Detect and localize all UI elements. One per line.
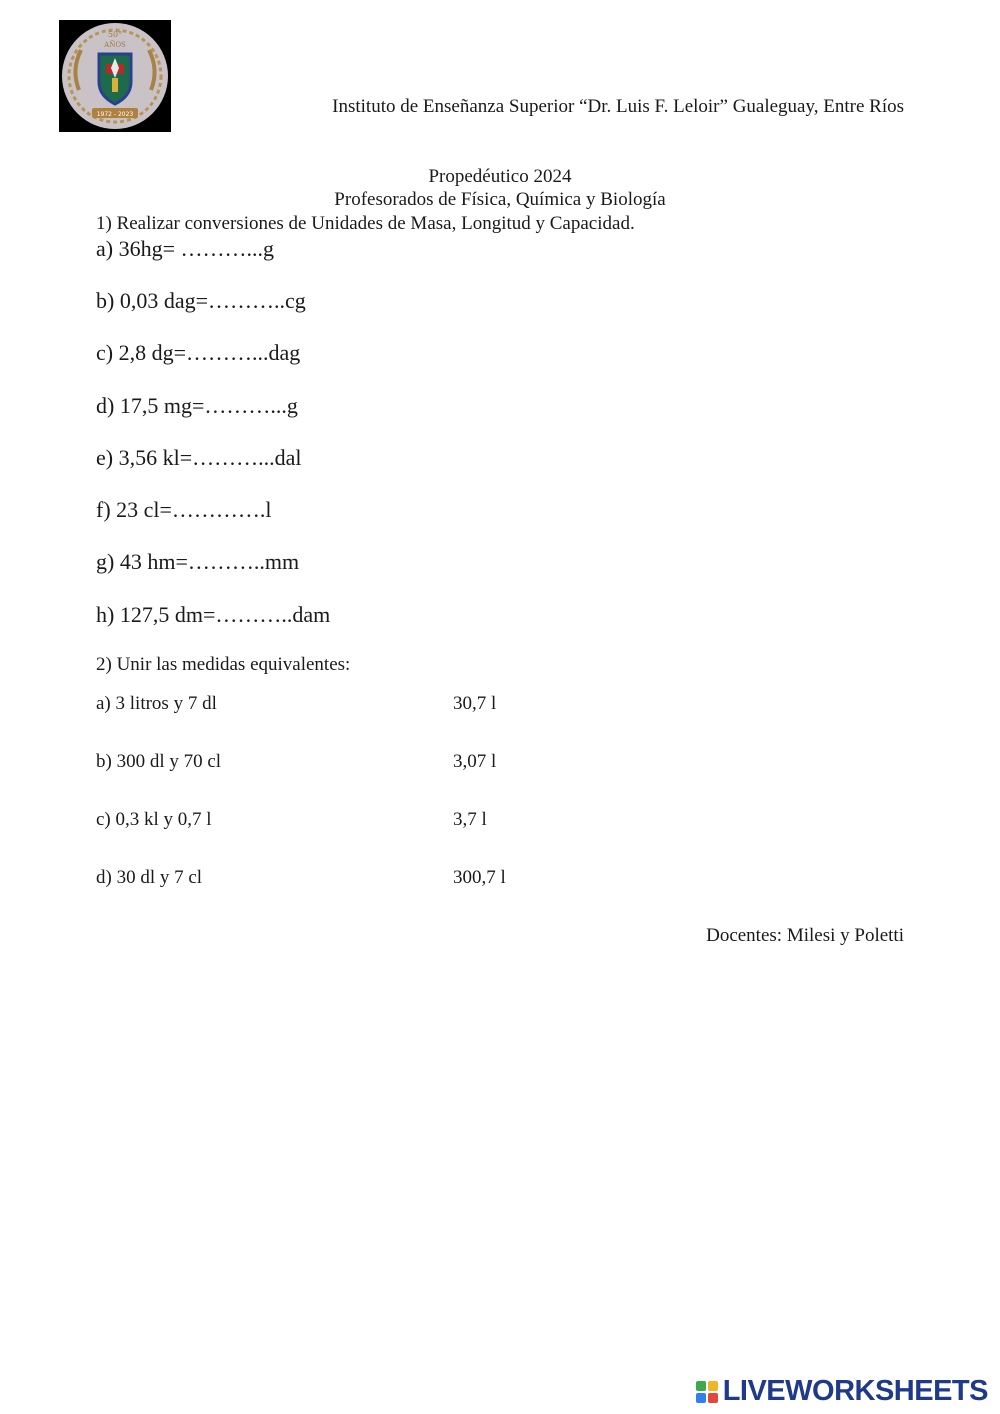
match-left-c: c) 0,3 kl y 0,7 l [96, 809, 212, 830]
svg-text:AÑOS: AÑOS [104, 41, 126, 49]
conversion-item-c: c) 2,8 dg=………...dag [96, 340, 301, 365]
teachers-signature: Docentes: Milesi y Poletti [706, 925, 904, 946]
svg-text:50°: 50° [107, 30, 123, 39]
institute-crest-icon [59, 20, 171, 132]
liveworksheets-wordmark: LIVEWORKSHEETS [722, 1375, 988, 1407]
match-left-b: b) 300 dl y 70 cl [96, 751, 222, 772]
match-left-d: d) 30 dl y 7 cl [96, 867, 203, 888]
exercise-1-title: 1) Realizar conversiones de Unidades de Masa, Longitud y Capacidad. [96, 213, 635, 234]
course-subtitle: Profesorados de Física, Química y Biología [334, 189, 666, 210]
liveworksheets-brand[interactable] [695, 1377, 988, 1406]
course-title: Propedéutico 2024 [428, 166, 572, 187]
conversion-item-d: d) 17,5 mg=………...g [96, 393, 298, 418]
match-right-2: 3,07 l [453, 751, 497, 772]
institute-logo [59, 20, 171, 132]
institute-name: Instituto de Enseñanza Superior “Dr. Luis F. Leloir” Gualeguay, Entre Ríos [332, 96, 904, 117]
conversion-item-b: b) 0,03 dag=………..cg [96, 288, 306, 313]
conversion-item-f: f) 23 cl=………….l [96, 497, 272, 522]
match-right-3: 3,7 l [453, 809, 487, 830]
match-right-1: 30,7 l [453, 693, 497, 714]
conversion-item-h: h) 127,5 dm=………..dam [96, 602, 331, 627]
svg-text:1972 - 2023: 1972 - 2023 [96, 111, 134, 118]
conversion-item-e: e) 3,56 kl=………...dal [96, 445, 302, 470]
match-left-a: a) 3 litros y 7 dl [96, 693, 217, 714]
liveworksheets-logo-icon [695, 1380, 719, 1404]
conversion-item-g: g) 43 hm=………..mm [96, 549, 300, 574]
match-right-4: 300,7 l [453, 867, 506, 888]
conversion-item-a: a) 36hg= ………...g [96, 236, 274, 261]
exercise-2-title: 2) Unir las medidas equivalentes: [96, 654, 351, 675]
